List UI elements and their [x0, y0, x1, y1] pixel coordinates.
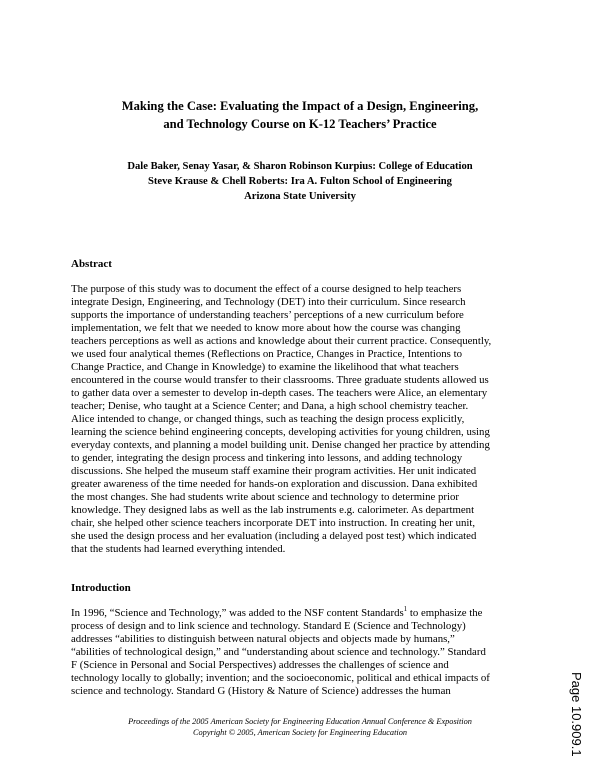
footnote-reference: 1: [403, 605, 408, 613]
authors-line-2: Steve Krause & Chell Roberts: Ira A. Fulton School of Engineering: [148, 176, 452, 187]
abstract-line: encountered in the course would transfer to their classrooms. Three graduate students allowed us: [71, 374, 489, 386]
introduction-text: to emphasize the: [407, 607, 483, 619]
abstract-heading: Abstract: [71, 258, 112, 270]
introduction-line: [71, 607, 531, 620]
introduction-heading: Introduction: [71, 582, 131, 594]
abstract-line: Alice intended to change, or changed things, such as teaching the design process explicitly,: [71, 413, 465, 425]
abstract-line: we used four analytical themes (Reflections on Practice, Changes in Practice, Intentions to: [71, 348, 462, 360]
authors-line-1: Dale Baker, Senay Yasar, & Sharon Robinson Kurpius: College of Education: [127, 161, 473, 172]
paper-title-line-2: and Technology Course on K-12 Teachers’ Practice: [163, 117, 437, 131]
footer-proceedings: Proceedings of the 2005 American Society for Engineering Education Annual Conference & Exposition: [128, 717, 472, 726]
abstract-line: greater awareness of the time needed for hands-on exploration and discussion. Dana exhibited: [71, 478, 478, 490]
affiliation: Arizona State University: [244, 191, 356, 202]
introduction-line: “abilities of technological design,” and “understanding about science and technology.” Standard: [71, 646, 486, 658]
introduction-line: F (Science in Personal and Social Perspectives) addresses the challenges of science and: [71, 659, 449, 671]
abstract-line: integrate Design, Engineering, and Technology (DET) into their curriculum. Since research: [71, 296, 466, 308]
introduction-line: science and technology. Standard G (History & Nature of Science) addresses the human: [71, 685, 451, 697]
abstract-line: implementation, we felt that we needed to know more about how the course was changing: [71, 322, 461, 334]
abstract-line: everyday contexts, and planning a model building unit. Denise changed her practice by attending: [71, 439, 490, 451]
abstract-line: chair, she helped other science teachers incorporate DET into instruction. In creating her unit,: [71, 517, 476, 529]
footer-copyright: Copyright © 2005, American Society for Engineering Education: [192, 728, 407, 737]
abstract-line: knowledge. They designed labs as well as the lab instruments e.g. calorimeter. As department: [71, 504, 475, 516]
abstract-line: The purpose of this study was to document the effect of a course designed to help teachers: [71, 283, 462, 295]
abstract-line: teachers perceptions as well as actions and knowledge about their current practice. Consequently,: [71, 335, 492, 347]
introduction-line: process of design and to link science and technology. Standard E (Science and Technology): [71, 620, 466, 632]
introduction-line: addresses “abilities to distinguish between natural objects and objects made by humans,”: [71, 633, 455, 645]
abstract-line: she used the design process and her evaluation (including a delayed post test) which indicated: [71, 530, 477, 542]
abstract-line: that the students had learned everything intended.: [71, 543, 286, 555]
abstract-line: to gender, integrating the design process and tinkering into lessons, and adding technology: [71, 452, 463, 464]
introduction-line: technology locally to globally; invention; and the socioeconomic, political and ethical impacts of: [71, 672, 490, 684]
abstract-line: supports the importance of understanding teachers’ perceptions of a new curriculum before: [71, 309, 464, 321]
introduction-text: In 1996, “Science and Technology,” was added to the NSF content Standards: [71, 607, 404, 619]
abstract-line: teacher; Denise, who taught at a Science Center; and Dana, a high school chemistry teacher.: [71, 400, 469, 412]
paper-title-line-1: Making the Case: Evaluating the Impact of a Design, Engineering,: [121, 99, 479, 113]
abstract-line: discussions. She helped the museum staff examine their program activities. Her unit indicated: [71, 465, 477, 477]
abstract-line: Change Practice, and Change in Knowledge) to examine the likelihood that what teachers: [71, 361, 459, 373]
abstract-line: the most changes. She had students write about science and technology to determine prior: [71, 491, 459, 503]
abstract-line: to gather data over a semester to develop in-depth cases. The teachers were Alice, an elementary: [71, 387, 488, 399]
abstract-line: learning the science behind engineering concepts, developing activities for young children, using: [71, 426, 490, 438]
page-number: Page 10.909.1: [569, 672, 584, 757]
